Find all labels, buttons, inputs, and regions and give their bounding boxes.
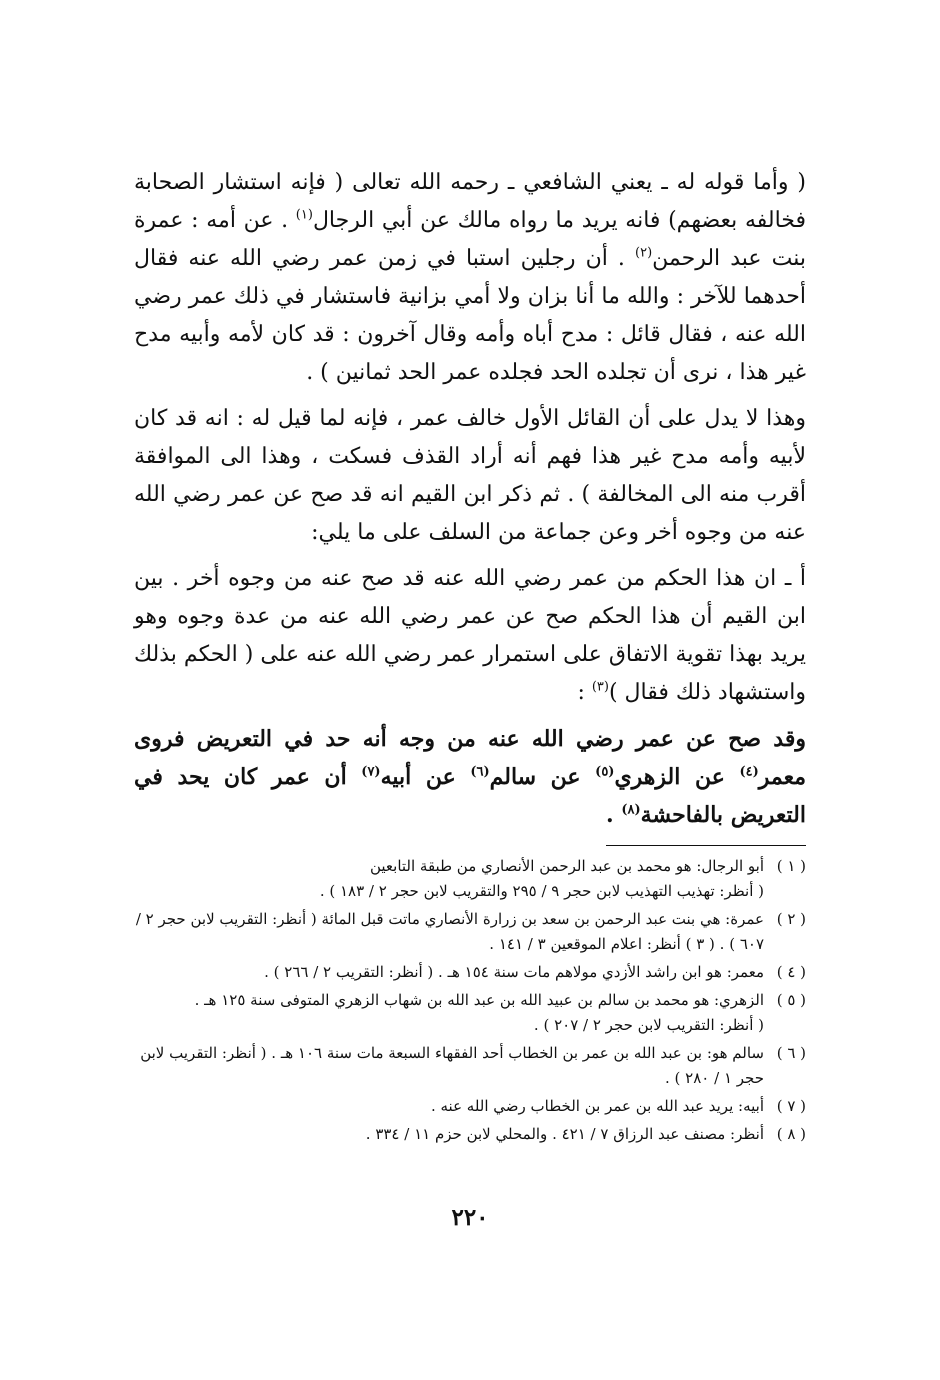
paragraph-4 (134, 720, 806, 834)
footnote-number: ( ٦ ) (776, 1044, 806, 1062)
footnote-number: ( ٧ ) (776, 1097, 806, 1115)
footnote-text (134, 1094, 764, 1119)
footnotes (134, 854, 806, 1150)
footnote-ref-1: (١) (295, 207, 313, 223)
footnote-number: ( ٨ ) (776, 1125, 806, 1143)
page-number: ٢٢٠ (451, 1204, 489, 1231)
footnote-number: ( ٥ ) (776, 991, 806, 1009)
footnote-8 (134, 1122, 806, 1147)
footnote-text (134, 1122, 764, 1147)
footnote-6 (134, 1041, 806, 1091)
paragraph-4-text-e: أن عمر كان يحد في التعريض بالفاحشة (134, 764, 806, 828)
paragraph-3-end: : (577, 680, 592, 705)
footnote-number: ( ٤ ) (776, 963, 806, 981)
footnote-text (134, 988, 764, 1038)
paragraph-4-text-c: عن سالم (489, 764, 596, 790)
paragraph-1 (134, 164, 806, 392)
paragraph-3 (134, 560, 806, 712)
paragraph-1-cont-b: . أن رجلين استبا في زمن عمر رضي الله عنه فقال أحدهما للآخر : والله ما أنا بزان ولا أمي بزانية فاستشار في ذلك عمر رضي الله عنه ، فقال قائل : مدح أباه وأمه وقال آخرون : قد كان لأمه وأبيه مدح غير هذا ، نرى أن تجلده الحد فجلده عمر الحد ثمانين ) . (134, 246, 806, 385)
footnote-line: أبيه: يريد عبد الله بن عمر بن الخطاب رضي الله عنه . (430, 1097, 764, 1115)
footnote-text (134, 1041, 764, 1091)
footnote-ref-3: (٣) (591, 679, 609, 695)
footnote-4 (134, 960, 806, 985)
footnote-number: ( ١ ) (776, 857, 806, 875)
footnote-line: عمرة: هي بنت عبد الرحمن بن سعد بن زرارة الأنصاري ماتت قبل المائة ( أنظر: التقريب لابن حجر ٢ / ٦٠٧ ) . ( ٣ ) أنظر: اعلام الموقعين ٣ / ١٤١ . (135, 910, 764, 953)
footnote-line: سالم هو: بن عبد الله بن عمر بن الخطاب أحد الفقهاء السبعة مات سنة ١٠٦ هـ . ( أنظر: التقريب لابن حجر ١ / ٢٨٠ ) . (140, 1044, 764, 1087)
footnote-line: ( أنظر: تهذيب التهذيب لابن حجر ٩ / ٢٩٥ والتقريب لابن حجر ٢ / ١٨٣ ) . (319, 882, 764, 900)
footnote-number: ( ٢ ) (776, 910, 806, 928)
footnote-text (134, 960, 764, 985)
paragraph-4-text-b: عن الزهري (614, 764, 740, 790)
footnote-line: معمر: هو ابن راشد الأزدي مولاهم مات سنة ١٥٤ هـ . ( أنظر: التقريب ٢ / ٢٦٦ ) . (264, 963, 764, 981)
footnote-ref-2: (٢) (635, 245, 653, 261)
paragraph-4-text: وقد صح عن عمر رضي الله عنه من وجه أنه حد في التعريض فروى معمر (134, 726, 806, 790)
footnote-5 (134, 988, 806, 1038)
paragraph-2: وهذا لا يدل على أن القائل الأول خالف عمر ، فإنه لما قيل له : انه قد كان لأبيه وأمه مدح غير هذا فهم أنه أراد القذف فسكت ، وهذا الى الموافقة أقرب منه الى المخالفة ) . ثم ذكر ابن القيم انه قد صح عن عمر رضي الله عنه من وجوه أخر وعن جماعة من السلف على ما يلي: (134, 406, 806, 545)
paragraph-1-text: ( وأما قوله له ـ يعني الشافعي ـ رحمه الله تعالى ( فإنه استشار الصحابة فخالفه بعضهم) فانه يريد ما رواه مالك عن أبي الرجال (134, 170, 806, 233)
paragraph-4-text-d: عن أبيه (380, 764, 471, 790)
footnote-separator (606, 845, 806, 846)
footnote-text (134, 854, 764, 904)
paragraph-1-cont-a: . عن أمه : عمرة بنت عبد الرحمن (134, 208, 806, 271)
paragraph-3-text: أ ـ ان هذا الحكم من عمر رضي الله عنه قد صح عنه من وجوه أخر . بين ابن القيم أن هذا الحكم صح عن عمر رضي الله عنه من عدة وجوه وهو يريد بهذا تقوية الاتفاق على استمرار عمر رضي الله عنه على ( الحكم بذلك واستشهاد ذلك فقال ) (134, 566, 806, 705)
footnote-ref-8: (٨) (621, 802, 641, 818)
footnote-ref-6: (٦) (470, 764, 490, 780)
footnote-line: ( أنظر: التقريب لابن حجر ٢ / ٢٠٧ ) . (533, 1016, 764, 1034)
paragraph-4-end: . (606, 802, 622, 828)
footnote-line: أنظر: مصنف عبد الرزاق ٧ / ٤٢١ . والمحلي لابن حزم ١١ / ٣٣٤ . (365, 1125, 764, 1143)
footnote-ref-4: (٤) (739, 764, 759, 780)
footnote-line: الزهري: هو محمد بن سالم بن عبيد الله بن عبد الله بن شهاب الزهري المتوفى سنة ١٢٥ هـ . (194, 991, 764, 1009)
footnote-ref-5: (٥) (595, 764, 615, 780)
footnote-line: أبو الرجال: هو محمد بن عبد الرحمن الأنصاري من طبقة التابعين (369, 857, 764, 875)
footnote-7 (134, 1094, 806, 1119)
footnote-ref-7: (٧) (361, 764, 381, 780)
main-text (134, 164, 806, 842)
footnote-text (134, 907, 764, 957)
footnote-2 (134, 907, 806, 957)
footnote-1 (134, 854, 806, 904)
